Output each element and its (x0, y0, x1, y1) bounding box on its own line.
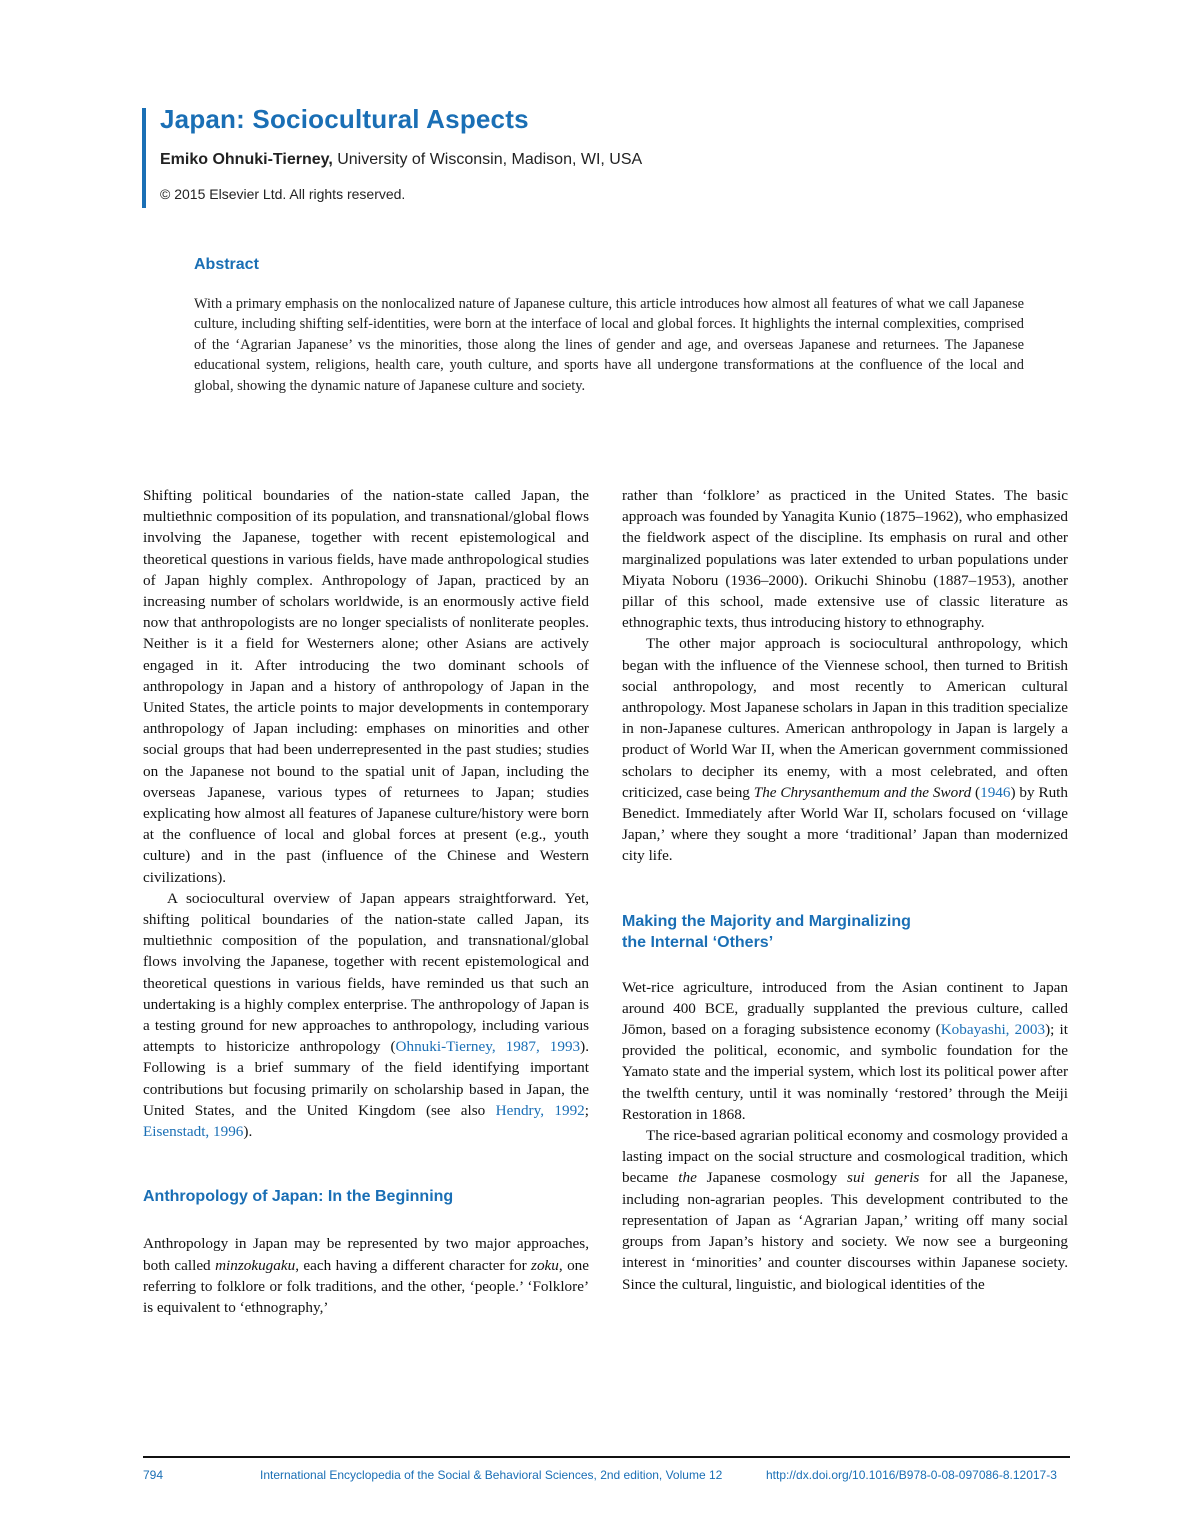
citation-hendry[interactable]: Hendry, 1992 (495, 1101, 585, 1119)
abstract-heading: Abstract (194, 256, 259, 273)
left-column (143, 485, 589, 1318)
left-paragraph-3: Anthropology in Japan may be represented by two major approaches, both called minzokugaku, each having a different character for zoku, one referring to folklore or folk traditions, and the other, ‘people.’ ‘Folklore’ is equivalent to ‘ethnography,’ (143, 1235, 589, 1316)
citation-ohnuki-tierney[interactable]: Ohnuki-Tierney, 1987, 1993 (395, 1038, 581, 1056)
right-column (622, 485, 1068, 1295)
citation-kobayashi[interactable]: Kobayashi, 2003 (940, 1021, 1046, 1039)
left-paragraph-2: A sociocultural overview of Japan appears straightforward. Yet, shifting political boundaries of the nation-state called Japan, its multiethnic composition of the population, and transnational/global flows involving the Japanese, together with recent epistemological and theoretical questions in various fields, have reminded us that such an undertaking is a highly complex enterprise. The anthropology of Japan is a testing ground for new approaches to anthropology, including various attempts to historicize anthropology (Ohnuki-Tierney, 1987, 1993). Following is a brief summary of the field identifying important contributions but focusing primarily on scholarship based in Japan, the United States, and the United Kingdom (see also Hendry, 1992; Eisenstadt, 1996). (143, 889, 590, 1141)
copyright-notice: © 2015 Elsevier Ltd. All rights reserved. (160, 186, 406, 202)
abstract-text: With a primary emphasis on the nonlocalized nature of Japanese culture, this article introduces how almost all features of what we call Japanese culture, including shifting self-identities, were born at the interface of local and global forces. It highlights the internal complexities, comprised of the ‘Agrarian Japanese’ vs the minorities, those along the lines of gender and age, and overseas Japanese and returnees. The Japanese educational system, religions, health care, youth culture, and sports have all undergone transformations at the confluence of the local and global, showing the dynamic nature of Japanese culture and society. (194, 296, 1024, 394)
citation-eisenstadt[interactable]: Eisenstadt, 1996 (143, 1123, 244, 1141)
footer-rule (143, 1456, 1070, 1458)
title-accent-bar (142, 108, 146, 208)
right-paragraph-1: rather than ‘folklore’ as practiced in the United States. The basic approach was founded by Yanagita Kunio (1875–1962), who emphasized the fieldwork aspect of the discipline. Its emphasis on rural and other marginalized populations was later extended to urban populations under Miyata Noboru (1936–2000). Orikuchi Shinobu (1887–1953), another pillar of this school, made extensive use of classic literature as ethnographic texts, thus introducing history to ethnography. (622, 487, 1068, 632)
right-paragraph-4: The rice-based agrarian political economy and cosmology provided a lasting impact on the social structure and cosmological tradition, which became the Japanese cosmology sui generis for all the Japanese, including non-agrarian peoples. This development contributed to the representation of Japan as ‘Agrarian Japan,’ writing off many social groups from Japan’s history and society. We now see a burgeoning interest in ‘minorities’ and counter discourses within Japanese society. Since the cultural, linguistic, and biological identities of the (622, 1127, 1069, 1293)
journal-citation: International Encyclopedia of the Social & Behavioral Sciences, 2nd edition, Volume 12 (260, 1468, 723, 1482)
author-affiliation: University of Wisconsin, Madison, WI, USA (332, 151, 643, 168)
page-number: 794 (143, 1468, 164, 1482)
article-title: Japan: Sociocultural Aspects (160, 104, 529, 134)
right-paragraph-2: The other major approach is sociocultural anthropology, which began with the influence of the Viennese school, then turned to British social anthropology, and most recently to American cultural anthropology. Most Japanese scholars in Japan in this tradition specialize in non-Japanese cultures. American anthropology in Japan is largely a product of World War II, when the American government commissioned scholars to decipher its enemy, with a most celebrated, and often criticized, case being The Chrysanthemum and the Sword (1946) by Ruth Benedict. Immediately after World War II, scholars focused on ‘village Japan,’ where they sought a more ‘traditional’ Japan than modernized city life. (622, 635, 1068, 865)
section-heading-majority: Making the Majority and Marginalizing the Internal ‘Others’ (622, 912, 911, 951)
author-name: Emiko Ohnuki-Tierney, (160, 151, 333, 168)
author-line (160, 151, 642, 169)
citation-benedict[interactable]: 1946 (980, 783, 1011, 801)
section-heading-beginning: Anthropology of Japan: In the Beginning (143, 1188, 454, 1206)
left-paragraph-1: Shifting political boundaries of the nation-state called Japan, the multiethnic composition of its population, and transnational/global flows involving the Japanese, together with recent epistemological and theoretical questions in various fields, have made anthropological studies of Japan highly complex. Anthropology of Japan, practiced by an increasing number of scholars worldwide, is an enormously active field now that anthropologists are no longer specialists of nonliterate peoples. Neither is it a field for Westerners alone; other Asians are actively engaged in it. After introducing the two dominant schools of anthropology in Japan and a history of anthropology of Japan in the United States, the article points to major developments in contemporary anthropology of Japan including: emphases on minorities and other social groups that had been underrepresented in the past studies; studies on the Japanese not bound to the spatial unit of Japan, including the overseas Japanese, various types of returnees to Japan; studies explicating how almost all features of Japanese culture/history were born at the confluence of local and global forces at present (e.g., youth culture) and in the past (influence of the Chinese and Western civilizations). (143, 487, 589, 886)
right-paragraph-3: Wet-rice agriculture, introduced from the Asian continent to Japan around 400 BCE, gradually supplanted the previous culture, called Jōmon, based on a foraging subsistence economy (Kobayashi, 2003); it provided the political, economic, and symbolic foundation for the Yamato state and the imperial system, which lost its political power after the twelfth century, until it was nominally ‘restored’ through the Meiji Restoration in 1868. (622, 978, 1068, 1123)
doi-link[interactable]: http://dx.doi.org/10.1016/B978-0-08-097086-8.12017-3 (766, 1468, 1057, 1482)
